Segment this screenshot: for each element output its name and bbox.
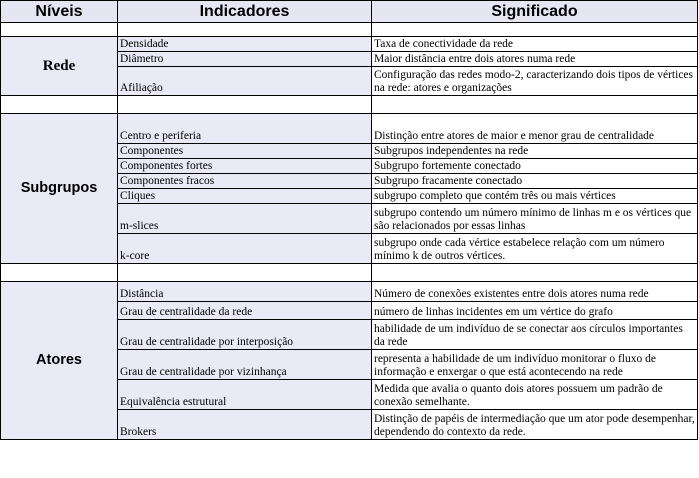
indicator-cell: Componentes fracos [118,174,372,189]
separator-row [1,23,698,37]
header-niveis: Níveis [1,1,118,23]
indicator-cell: Equivalência estrutural [118,380,372,410]
level-atores: Atores [1,282,118,440]
meaning-cell: Medida que avalia o quanto dois atores possuem um padrão de conexão semelhante. [372,380,698,410]
indicator-cell: Componentes [118,144,372,159]
separator-row [1,264,698,282]
meaning-cell: Configuração das redes modo-2, caracterizando dois tipos de vértices na rede: atores e organizações [372,67,698,96]
meaning-cell: subgrupo onde cada vértice estabelece relação com um número mínimo k de outros vértices. [372,234,698,264]
indicator-cell: Brokers [118,410,372,440]
table-row [1,282,698,302]
header-indicadores: Indicadores [118,1,372,23]
meaning-cell: Taxa de conectividade da rede [372,37,698,52]
meaning-cell: Número de conexões existentes entre dois atores numa rede [372,282,698,302]
meaning-cell: subgrupo contendo um número mínimo de linhas m e os vértices que são relacionados por essas linhas [372,204,698,234]
meaning-cell: Subgrupos independentes na rede [372,144,698,159]
level-rede: Rede [1,37,118,96]
meaning-cell: habilidade de um indivíduo de se conectar aos círculos importantes da rede [372,320,698,350]
indicator-cell: Distância [118,282,372,302]
separator-row [1,96,698,114]
indicator-cell: Grau de centralidade da rede [118,302,372,320]
indicator-cell: Diâmetro [118,52,372,67]
meaning-cell: subgrupo completo que contém três ou mais vértices [372,189,698,204]
indicator-cell: Grau de centralidade por vizinhança [118,350,372,380]
header-row [1,1,698,23]
indicator-cell: Cliques [118,189,372,204]
meaning-cell: Distinção entre atores de maior e menor grau de centralidade [372,114,698,144]
meaning-cell: representa a habilidade de um indivíduo monitorar o fluxo de informação e enxergar o que está acontecendo na rede [372,350,698,380]
indicator-cell: Grau de centralidade por interposição [118,320,372,350]
indicator-cell: k-core [118,234,372,264]
header-significado: Significado [372,1,698,23]
indicator-cell: Componentes fortes [118,159,372,174]
meaning-cell: Subgrupo fortemente conectado [372,159,698,174]
indicator-cell: m-slices [118,204,372,234]
meaning-cell: número de linhas incidentes em um vértice do grafo [372,302,698,320]
indicator-cell: Centro e periferia [118,114,372,144]
indicator-cell: Densidade [118,37,372,52]
table-row [1,114,698,144]
level-subgrupos: Subgrupos [1,114,118,264]
table-row [1,37,698,52]
meaning-cell: Distinção de papéis de intermediação que um ator pode desempenhar, dependendo do contexto da rede. [372,410,698,440]
meaning-cell: Subgrupo fracamente conectado [372,174,698,189]
indicator-cell: Afiliação [118,67,372,96]
meaning-cell: Maior distância entre dois atores numa rede [372,52,698,67]
